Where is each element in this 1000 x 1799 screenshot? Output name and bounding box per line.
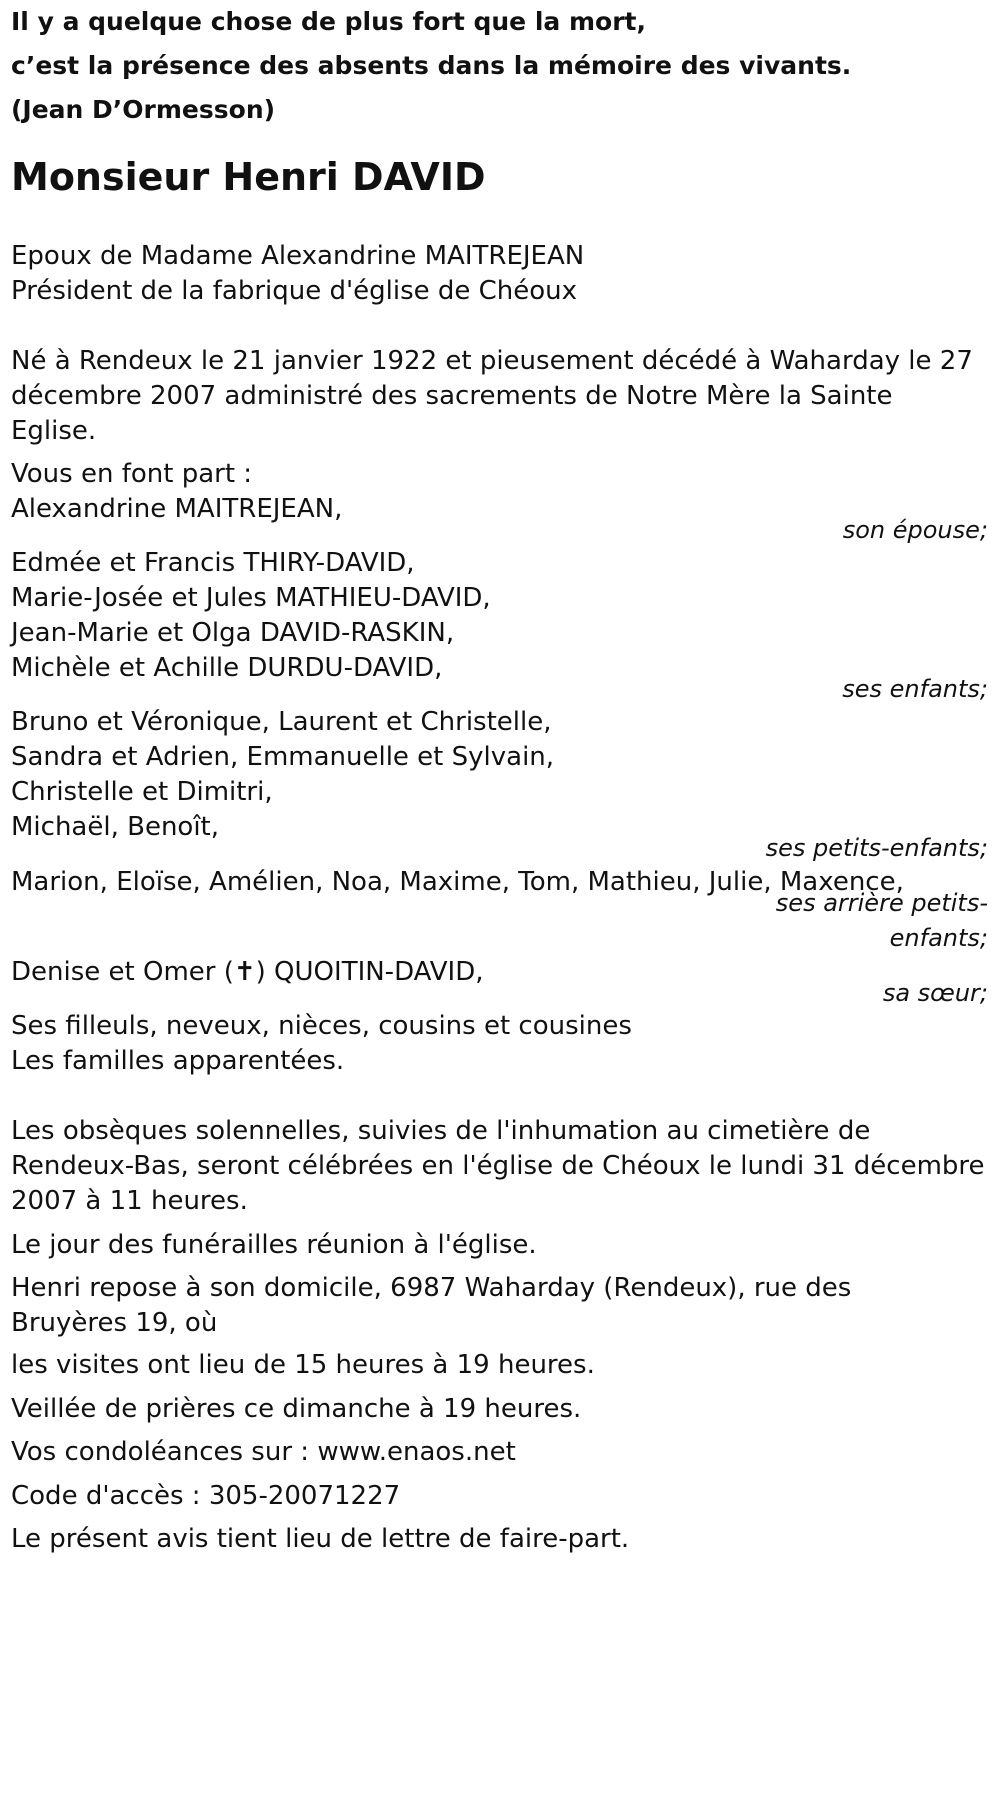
great-grandchildren-role-1: ses arrière petits-: [775, 889, 988, 917]
intro-function: Président de la fabrique d'église de Chéoux: [11, 276, 578, 306]
quote-author: (Jean D’Ormesson): [11, 95, 276, 124]
grandchild-name: Sandra et Adrien, Emmanuelle et Sylvain,: [11, 742, 555, 772]
others-line-2: Les familles apparentées.: [11, 1046, 345, 1076]
child-name: Jean-Marie et Olga DAVID-RASKIN,: [11, 618, 455, 648]
quote-line-1: Il y a quelque chose de plus fort que la mort,: [11, 7, 646, 36]
birth-death-line-1: Né à Rendeux le 21 janvier 1922 et pieusement décédé à Waharday le 27: [11, 346, 973, 376]
children-role: ses enfants;: [842, 675, 988, 703]
announce-label: Vous en font part :: [11, 459, 253, 489]
quote-line-2: c’est la présence des absents dans la mémoire des vivants.: [11, 51, 852, 80]
grandchild-name: Michaël, Benoît,: [11, 812, 220, 842]
sister-name: Denise et Omer (✝) QUOITIN-DAVID,: [11, 957, 484, 987]
sister-role: sa sœur;: [882, 979, 988, 1007]
access-code: Code d'accès : 305-20071227: [11, 1481, 401, 1511]
deceased-name: Monsieur Henri DAVID: [11, 155, 486, 199]
great-grandchildren-role-2: enfants;: [889, 924, 988, 952]
spouse-name: Alexandrine MAITREJEAN,: [11, 494, 343, 524]
great-grandchildren-names: Marion, Eloïse, Amélien, Noa, Maxime, Tom, Mathieu, Julie, Maxence,: [11, 867, 904, 897]
grandchildren-role: ses petits-enfants;: [765, 834, 988, 862]
funeral-line-3: 2007 à 11 heures.: [11, 1186, 248, 1216]
child-name: Marie-Josée et Jules MATHIEU-DAVID,: [11, 583, 491, 613]
rest-line-1: Henri repose à son domicile, 6987 Waharday (Rendeux), rue des: [11, 1273, 852, 1303]
birth-death-line-2: décembre 2007 administré des sacrements de Notre Mère la Sainte: [11, 381, 893, 411]
funeral-line-2: Rendeux-Bas, seront célébrées en l'église de Chéoux le lundi 31 décembre: [11, 1151, 985, 1181]
visits-text: les visites ont lieu de 15 heures à 19 heures.: [11, 1350, 595, 1380]
birth-death-line-3: Eglise.: [11, 416, 97, 446]
vigil-text: Veillée de prières ce dimanche à 19 heures.: [11, 1394, 582, 1424]
spouse-role: son épouse;: [842, 516, 988, 544]
condolences-label: Vos condoléances sur :: [11, 1437, 318, 1467]
grandchild-name: Bruno et Véronique, Laurent et Christelle,: [11, 707, 552, 737]
reunion-text: Le jour des funérailles réunion à l'église.: [11, 1230, 537, 1260]
closing-text: Le présent avis tient lieu de lettre de faire-part.: [11, 1524, 630, 1554]
condolences-line: [11, 1432, 516, 1472]
child-name: Michèle et Achille DURDU-DAVID,: [11, 653, 443, 683]
others-line-1: Ses filleuls, neveux, nièces, cousins et cousines: [11, 1011, 632, 1041]
intro-spouse: Epoux de Madame Alexandrine MAITREJEAN: [11, 241, 585, 271]
child-name: Edmée et Francis THIRY-DAVID,: [11, 548, 415, 578]
rest-line-2: Bruyères 19, où: [11, 1308, 218, 1338]
grandchild-name: Christelle et Dimitri,: [11, 777, 273, 807]
funeral-line-1: Les obsèques solennelles, suivies de l'inhumation au cimetière de: [11, 1116, 871, 1146]
condolences-link[interactable]: www.enaos.net: [317, 1437, 516, 1467]
